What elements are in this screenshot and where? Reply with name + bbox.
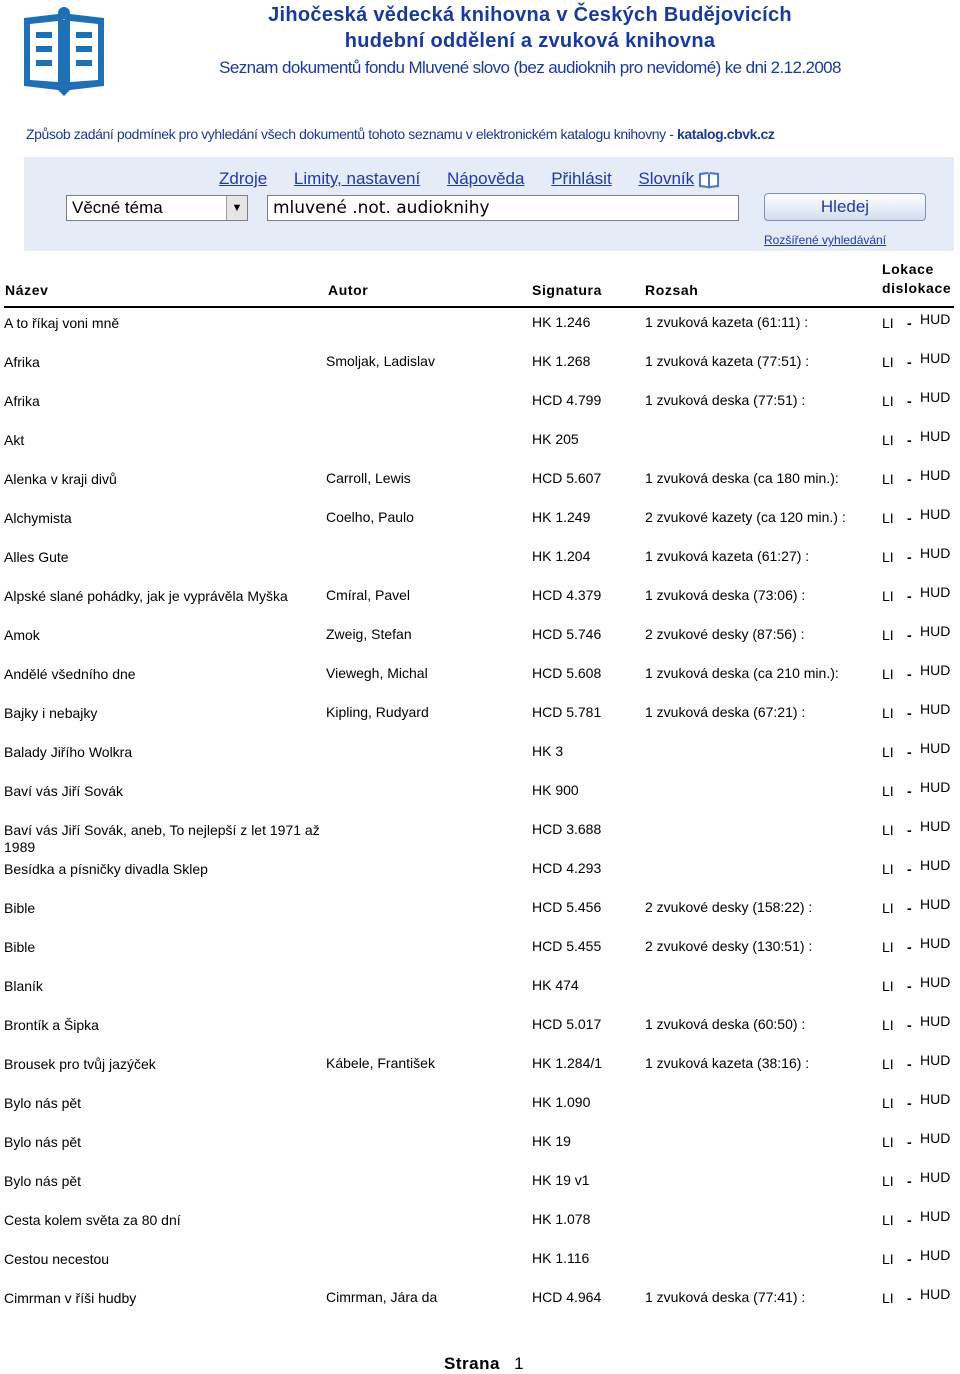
page-number: 1 bbox=[514, 1354, 524, 1373]
cell-location: LI bbox=[882, 510, 894, 526]
cell-dislocation: HUD bbox=[920, 311, 951, 327]
table-row[interactable] bbox=[0, 739, 960, 778]
cell-separator: - bbox=[907, 471, 912, 487]
table-row[interactable] bbox=[0, 778, 960, 817]
cell-location: LI bbox=[882, 1251, 894, 1267]
cell-name: Afrika bbox=[4, 393, 40, 409]
page-footer bbox=[444, 1354, 524, 1374]
cell-extent: 1 zvuková deska (77:41) : bbox=[645, 1289, 806, 1305]
cell-dislocation: HUD bbox=[920, 818, 951, 834]
cell-dislocation: HUD bbox=[920, 974, 951, 990]
cell-signature: HK 900 bbox=[532, 782, 579, 798]
list-subtitle: Seznam dokumentů fondu Mluvené slovo (bez audioknih pro nevidomé) ke dni 2.12.2008 bbox=[219, 58, 841, 77]
cell-dislocation: HUD bbox=[920, 701, 951, 717]
cell-extent: 2 zvukové desky (158:22) : bbox=[645, 899, 813, 915]
cell-signature: HCD 5.608 bbox=[532, 665, 602, 681]
cell-location: LI bbox=[882, 432, 894, 448]
cell-location: LI bbox=[882, 393, 894, 409]
cell-separator: - bbox=[907, 1251, 912, 1267]
cell-separator: - bbox=[907, 861, 912, 877]
column-header-name: Název bbox=[5, 282, 49, 298]
cell-location: LI bbox=[882, 549, 894, 565]
cell-location: LI bbox=[882, 822, 894, 838]
page-label: Strana bbox=[444, 1354, 500, 1373]
cell-signature: HK 1.078 bbox=[532, 1211, 591, 1227]
cell-name: Bylo nás pět bbox=[4, 1134, 82, 1150]
cell-dislocation: HUD bbox=[920, 584, 951, 600]
cell-separator: - bbox=[907, 393, 912, 409]
search-field-value: Věcné téma bbox=[72, 198, 163, 217]
cell-location: LI bbox=[882, 354, 894, 370]
cell-signature: HCD 5.456 bbox=[532, 899, 602, 915]
cell-location: LI bbox=[882, 705, 894, 721]
cell-location: LI bbox=[882, 1095, 894, 1111]
cell-extent: 1 zvuková kazeta (38:16) : bbox=[645, 1055, 810, 1071]
table-row[interactable] bbox=[0, 466, 960, 505]
cell-dislocation: HUD bbox=[920, 896, 951, 912]
cell-name: Balady Jiřího Wolkra bbox=[4, 744, 133, 760]
cell-separator: - bbox=[907, 822, 912, 838]
table-row[interactable] bbox=[0, 1168, 960, 1207]
cell-separator: - bbox=[907, 705, 912, 721]
cell-location: LI bbox=[882, 666, 894, 682]
table-row[interactable] bbox=[0, 1246, 960, 1285]
cell-extent: 1 zvuková deska (77:51) : bbox=[645, 392, 806, 408]
cell-name: Bylo nás pět bbox=[4, 1095, 82, 1111]
cell-signature: HK 3 bbox=[532, 743, 564, 759]
cell-author: Kábele, František bbox=[326, 1055, 435, 1071]
cell-name: Bible bbox=[4, 900, 36, 916]
cell-dislocation: HUD bbox=[920, 1013, 951, 1029]
cell-author: Coelho, Paulo bbox=[326, 509, 414, 525]
cell-name: Brontík a Šipka bbox=[4, 1017, 99, 1033]
cell-separator: - bbox=[907, 1134, 912, 1150]
cell-location: LI bbox=[882, 861, 894, 877]
nav-sources-link[interactable]: Zdroje bbox=[219, 169, 268, 188]
catalog-search-screenshot bbox=[24, 157, 954, 251]
cell-dislocation: HUD bbox=[920, 545, 951, 561]
cell-name: Afrika bbox=[4, 354, 40, 370]
table-row[interactable] bbox=[0, 1129, 960, 1168]
cell-separator: - bbox=[907, 1017, 912, 1033]
cell-extent: 1 zvuková kazeta (77:51) : bbox=[645, 353, 810, 369]
cell-signature: HK 19 bbox=[532, 1133, 571, 1149]
table-row[interactable] bbox=[0, 973, 960, 1012]
table-row[interactable] bbox=[0, 1012, 960, 1051]
table-row[interactable] bbox=[0, 934, 960, 973]
cell-extent: 2 zvukové desky (87:56) : bbox=[645, 626, 805, 642]
cell-author: Smoljak, Ladislav bbox=[326, 353, 435, 369]
cell-separator: - bbox=[907, 1290, 912, 1306]
table-row[interactable] bbox=[0, 1285, 960, 1324]
cell-separator: - bbox=[907, 627, 912, 643]
cell-separator: - bbox=[907, 783, 912, 799]
cell-name: Bylo nás pět bbox=[4, 1173, 82, 1189]
cell-separator: - bbox=[907, 354, 912, 370]
cell-dislocation: HUD bbox=[920, 1208, 951, 1224]
cell-signature: HK 1.268 bbox=[532, 353, 591, 369]
chevron-down-icon[interactable]: ▼ bbox=[226, 196, 247, 220]
cell-extent: 1 zvuková deska (60:50) : bbox=[645, 1016, 806, 1032]
search-query-input[interactable]: mluvené .not. audioknihy bbox=[267, 195, 739, 221]
table-row[interactable] bbox=[0, 622, 960, 661]
cell-signature: HK 1.090 bbox=[532, 1094, 591, 1110]
library-title: Jihočeská vědecká knihovna v Českých Budějovicích bbox=[268, 4, 792, 26]
cell-separator: - bbox=[907, 666, 912, 682]
instruction-text: Způsob zadání podmínek pro vyhledání všech dokumentů tohoto seznamu v elektronickém katalogu knihovny - bbox=[26, 126, 678, 142]
cell-dislocation: HUD bbox=[920, 1286, 951, 1302]
dictionary-book-icon[interactable] bbox=[698, 171, 720, 189]
catalog-nav bbox=[219, 169, 720, 189]
cell-extent: 1 zvuková deska (73:06) : bbox=[645, 587, 806, 603]
catalog-link[interactable]: katalog.cbvk.cz bbox=[677, 126, 775, 142]
cell-dislocation: HUD bbox=[920, 1130, 951, 1146]
cell-location: LI bbox=[882, 1017, 894, 1033]
cell-signature: HK 1.204 bbox=[532, 548, 591, 564]
cell-name: Blaník bbox=[4, 978, 43, 994]
cell-dislocation: HUD bbox=[920, 623, 951, 639]
cell-name: Cimrman v říši hudby bbox=[4, 1290, 137, 1306]
cell-location: LI bbox=[882, 744, 894, 760]
table-row[interactable] bbox=[0, 895, 960, 934]
cell-separator: - bbox=[907, 978, 912, 994]
cell-author: Kipling, Rudyard bbox=[326, 704, 429, 720]
cell-signature: HCD 5.781 bbox=[532, 704, 602, 720]
cell-dislocation: HUD bbox=[920, 389, 951, 405]
cell-separator: - bbox=[907, 744, 912, 760]
nav-help-link[interactable]: Nápověda bbox=[446, 169, 525, 188]
cell-location: LI bbox=[882, 1134, 894, 1150]
cell-extent: 1 zvuková kazeta (61:27) : bbox=[645, 548, 810, 564]
cell-signature: HK 474 bbox=[532, 977, 579, 993]
cell-author: Viewegh, Michal bbox=[326, 665, 428, 681]
cell-extent: 1 zvuková deska (ca 180 min.): bbox=[645, 470, 839, 486]
nav-dictionary-link[interactable]: Slovník bbox=[638, 169, 695, 188]
column-header-location: Lokace bbox=[882, 261, 934, 277]
cell-location: LI bbox=[882, 900, 894, 916]
cell-location: LI bbox=[882, 315, 894, 331]
cell-signature: HCD 5.607 bbox=[532, 470, 602, 486]
advanced-search-link[interactable]: Rozšířené vyhledávání bbox=[764, 233, 887, 247]
cell-signature: HCD 4.964 bbox=[532, 1289, 602, 1305]
cell-extent: 2 zvukové desky (130:51) : bbox=[645, 938, 813, 954]
cell-separator: - bbox=[907, 588, 912, 604]
cell-name: Bible bbox=[4, 939, 36, 955]
cell-location: LI bbox=[882, 1056, 894, 1072]
table-row[interactable] bbox=[0, 583, 960, 622]
cell-extent: 1 zvuková deska (67:21) : bbox=[645, 704, 806, 720]
cell-name: Amok bbox=[4, 627, 40, 643]
cell-signature: HCD 3.688 bbox=[532, 821, 602, 837]
cell-separator: - bbox=[907, 1212, 912, 1228]
cell-dislocation: HUD bbox=[920, 1169, 951, 1185]
cell-extent: 2 zvukové kazety (ca 120 min.) : bbox=[645, 509, 846, 525]
table-row[interactable] bbox=[0, 388, 960, 427]
cell-author: Cmíral, Pavel bbox=[326, 587, 411, 603]
column-header-signature: Signatura bbox=[532, 282, 602, 298]
cell-dislocation: HUD bbox=[920, 740, 951, 756]
cell-dislocation: HUD bbox=[920, 779, 951, 795]
cell-signature: HK 1.246 bbox=[532, 314, 591, 330]
cell-name: Cesta kolem světa za 80 dní bbox=[4, 1212, 181, 1228]
table-row[interactable] bbox=[0, 310, 960, 349]
header-divider bbox=[4, 306, 954, 308]
nav-login-link[interactable]: Přihlásit bbox=[551, 169, 612, 188]
cell-dislocation: HUD bbox=[920, 1052, 951, 1068]
table-row[interactable] bbox=[0, 856, 960, 895]
cell-signature: HCD 4.379 bbox=[532, 587, 602, 603]
cell-location: LI bbox=[882, 978, 894, 994]
cell-separator: - bbox=[907, 1056, 912, 1072]
cell-dislocation: HUD bbox=[920, 428, 951, 444]
cell-separator: - bbox=[907, 1173, 912, 1189]
cell-dislocation: HUD bbox=[920, 506, 951, 522]
cell-signature: HK 1.116 bbox=[532, 1250, 590, 1266]
cell-name: Baví vás Jiří Sovák bbox=[4, 783, 124, 799]
cell-separator: - bbox=[907, 432, 912, 448]
cell-signature: HCD 4.799 bbox=[532, 392, 602, 408]
cell-author: Zweig, Stefan bbox=[326, 626, 412, 642]
search-button[interactable]: Hledej bbox=[764, 193, 926, 221]
column-header-author: Autor bbox=[328, 282, 369, 298]
cell-dislocation: HUD bbox=[920, 857, 951, 873]
cell-location: LI bbox=[882, 783, 894, 799]
cell-separator: - bbox=[907, 510, 912, 526]
cell-extent: 1 zvuková deska (ca 210 min.): bbox=[645, 665, 839, 681]
cell-name: Akt bbox=[4, 432, 25, 448]
column-header-extent: Rozsah bbox=[645, 282, 699, 298]
cell-name: Baví vás Jiří Sovák, aneb, To nejlepší z let 1971 až 1989 bbox=[4, 822, 320, 855]
cell-name: Alchymista bbox=[4, 510, 72, 526]
table-row[interactable] bbox=[0, 1090, 960, 1129]
cell-name: Alpské slané pohádky, jak je vyprávěla Myška bbox=[4, 588, 288, 604]
cell-signature: HK 1.249 bbox=[532, 509, 591, 525]
table-row[interactable] bbox=[0, 700, 960, 739]
cell-author: Carroll, Lewis bbox=[326, 470, 411, 486]
cell-dislocation: HUD bbox=[920, 350, 951, 366]
cell-name: Alles Gute bbox=[4, 549, 69, 565]
table-row[interactable] bbox=[0, 661, 960, 700]
table-row[interactable] bbox=[0, 427, 960, 466]
cell-name: Alenka v kraji divů bbox=[4, 471, 117, 487]
cell-dislocation: HUD bbox=[920, 467, 951, 483]
table-row[interactable] bbox=[0, 544, 960, 583]
search-field-select[interactable] bbox=[66, 195, 248, 221]
table-row[interactable] bbox=[0, 1051, 960, 1090]
table-row[interactable] bbox=[0, 817, 960, 856]
cell-name: A to říkaj voni mně bbox=[4, 315, 120, 331]
cell-signature: HCD 5.455 bbox=[532, 938, 602, 954]
cell-separator: - bbox=[907, 939, 912, 955]
cell-signature: HK 205 bbox=[532, 431, 579, 447]
cell-location: LI bbox=[882, 939, 894, 955]
cell-name: Cestou necestou bbox=[4, 1251, 110, 1267]
cell-extent: 1 zvuková kazeta (61:11) : bbox=[645, 314, 809, 330]
cell-dislocation: HUD bbox=[920, 1091, 951, 1107]
table-row[interactable] bbox=[0, 505, 960, 544]
cell-separator: - bbox=[907, 1095, 912, 1111]
table-row[interactable] bbox=[0, 1207, 960, 1246]
cell-signature: HK 1.284/1 bbox=[532, 1055, 603, 1071]
cell-signature: HCD 4.293 bbox=[532, 860, 602, 876]
cell-signature: HCD 5.017 bbox=[532, 1016, 602, 1032]
table-row[interactable] bbox=[0, 349, 960, 388]
department-title: hudební oddělení a zvuková knihovna bbox=[344, 30, 716, 52]
cell-location: LI bbox=[882, 1290, 894, 1306]
nav-limits-link[interactable]: Limity, nastavení bbox=[293, 169, 421, 188]
cell-signature: HCD 5.746 bbox=[532, 626, 602, 642]
cell-signature: HK 19 v1 bbox=[532, 1172, 590, 1188]
library-logo-icon bbox=[18, 4, 110, 96]
cell-location: LI bbox=[882, 1173, 894, 1189]
cell-separator: - bbox=[907, 549, 912, 565]
cell-name: Brousek pro tvůj jazýček bbox=[4, 1056, 156, 1072]
cell-dislocation: HUD bbox=[920, 935, 951, 951]
cell-separator: - bbox=[907, 315, 912, 331]
column-header-dislocation: dislokace bbox=[882, 280, 952, 296]
cell-name: Besídka a písničky divadla Sklep bbox=[4, 861, 208, 877]
cell-name: Andělé všedního dne bbox=[4, 666, 136, 682]
cell-location: LI bbox=[882, 471, 894, 487]
cell-location: LI bbox=[882, 627, 894, 643]
cell-location: LI bbox=[882, 1212, 894, 1228]
cell-dislocation: HUD bbox=[920, 662, 951, 678]
cell-location: LI bbox=[882, 588, 894, 604]
search-instruction bbox=[26, 126, 775, 142]
cell-name: Bajky i nebajky bbox=[4, 705, 98, 721]
cell-separator: - bbox=[907, 900, 912, 916]
cell-dislocation: HUD bbox=[920, 1247, 951, 1263]
cell-author: Cimrman, Jára da bbox=[326, 1289, 438, 1305]
